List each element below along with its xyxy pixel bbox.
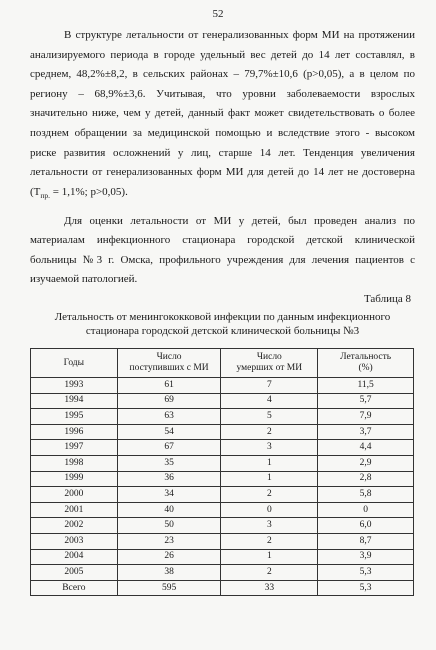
cell-admitted: 595 (117, 580, 221, 596)
table-row (31, 424, 414, 440)
cell-mortality: 0 (318, 502, 414, 518)
cell-deceased: 4 (221, 393, 318, 409)
table-row (31, 518, 414, 534)
table-label: Таблица 8 (363, 293, 411, 305)
header-year-label: Годы (63, 357, 85, 368)
cell-deceased: 2 (221, 565, 318, 581)
cell-mortality: 8,7 (318, 533, 414, 549)
cell-year: Всего (31, 580, 118, 596)
header-deceased (221, 349, 318, 378)
header-mortality (318, 349, 414, 378)
header-deceased-line1: Число (256, 352, 282, 362)
cell-admitted: 63 (117, 409, 221, 425)
cell-admitted: 69 (117, 393, 221, 409)
cell-mortality: 3,9 (318, 549, 414, 565)
cell-admitted: 40 (117, 502, 221, 518)
table-row (31, 378, 414, 394)
table-caption (30, 310, 415, 338)
paragraph-2: Для оценки летальности от МИ у детей, был проведен анализ по материалам инфекционного стационара городской детской клинической больницы №3 г. Омска, профильного учреждения для лечения пациентов с изучаемой патологией. (30, 214, 415, 286)
table-header-row (31, 349, 414, 378)
cell-year: 1993 (31, 378, 118, 394)
header-deceased-line2: умерших от МИ (236, 363, 303, 373)
cell-year: 1998 (31, 455, 118, 471)
cell-deceased: 1 (221, 549, 318, 565)
cell-mortality: 7,9 (318, 409, 414, 425)
cell-admitted: 67 (117, 440, 221, 456)
cell-mortality: 3,7 (318, 424, 414, 440)
table-caption-line-1: Летальность от менингококковой инфекции по данным инфекционного (54, 311, 391, 323)
cell-deceased: 0 (221, 502, 318, 518)
paragraph-1 (30, 26, 415, 206)
header-mortality-line2: (%) (358, 363, 373, 373)
header-admitted (117, 349, 221, 378)
header-admitted-line2: поступивших с МИ (129, 363, 209, 373)
cell-year: 1999 (31, 471, 118, 487)
cell-deceased: 2 (221, 533, 318, 549)
table-row (31, 393, 414, 409)
cell-admitted: 38 (117, 565, 221, 581)
cell-admitted: 54 (117, 424, 221, 440)
cell-deceased: 2 (221, 424, 318, 440)
cell-deceased: 7 (221, 378, 318, 394)
body-text (30, 26, 415, 290)
page-number: 52 (212, 8, 224, 20)
cell-year: 1997 (31, 440, 118, 456)
table-caption-line-2: стационара городской детской клинической больницы №3 (85, 325, 360, 337)
cell-admitted: 36 (117, 471, 221, 487)
table-row (31, 487, 414, 503)
paragraph-1-text: В структуре летальности от генерализованных форм МИ на протяжении анализируемого периода в городе удельный вес детей до 14 лет составлял, в среднем, 48,2%±8,2, в сельских районах – 79,7%±10,6 (p>0,05), а в целом по региону – 68,9%±3,6. Учитывая, что уровни заболеваемости взрослых значительно ниже, чем у детей, данный факт может свидетельствовать о более позднем обращении за медицинской помощью и вследствие этого - высоком риске развития осложнений у лиц, старше 14 лет. Тенденция увеличения летальности от генерализованных форм МИ для детей до 14 лет не достоверна (T (30, 29, 415, 198)
cell-year: 2002 (31, 518, 118, 534)
table-row (31, 409, 414, 425)
table-row (31, 533, 414, 549)
cell-mortality: 11,5 (318, 378, 414, 394)
cell-admitted: 34 (117, 487, 221, 503)
cell-mortality: 2,9 (318, 455, 414, 471)
cell-mortality: 5,3 (318, 565, 414, 581)
cell-admitted: 50 (117, 518, 221, 534)
cell-mortality: 2,8 (318, 471, 414, 487)
table-row (31, 502, 414, 518)
mortality-table (30, 348, 414, 596)
cell-deceased: 2 (221, 487, 318, 503)
cell-year: 1994 (31, 393, 118, 409)
cell-mortality: 5,7 (318, 393, 414, 409)
cell-deceased: 1 (221, 471, 318, 487)
cell-year: 1996 (31, 424, 118, 440)
cell-admitted: 35 (117, 455, 221, 471)
cell-mortality: 4,4 (318, 440, 414, 456)
cell-deceased: 5 (221, 409, 318, 425)
paragraph-1-tail: = 1,1%; p>0,05). (50, 185, 128, 198)
cell-deceased: 3 (221, 440, 318, 456)
cell-year: 2004 (31, 549, 118, 565)
cell-mortality: 5,3 (318, 580, 414, 596)
table-row (31, 440, 414, 456)
cell-mortality: 6,0 (318, 518, 414, 534)
table-row (31, 455, 414, 471)
cell-year: 2001 (31, 502, 118, 518)
header-year (31, 349, 118, 378)
cell-admitted: 23 (117, 533, 221, 549)
table-row (31, 549, 414, 565)
cell-mortality: 5,8 (318, 487, 414, 503)
paragraph-1-subscript: пр. (40, 190, 51, 200)
table-row (31, 471, 414, 487)
cell-admitted: 61 (117, 378, 221, 394)
cell-deceased: 33 (221, 580, 318, 596)
table-row (31, 565, 414, 581)
cell-deceased: 3 (221, 518, 318, 534)
cell-deceased: 1 (221, 455, 318, 471)
cell-year: 2000 (31, 487, 118, 503)
table-row (31, 580, 414, 596)
cell-year: 1995 (31, 409, 118, 425)
cell-year: 2005 (31, 565, 118, 581)
cell-admitted: 26 (117, 549, 221, 565)
header-mortality-line1: Летальность (340, 352, 392, 362)
header-admitted-line1: Число (156, 352, 182, 362)
cell-year: 2003 (31, 533, 118, 549)
